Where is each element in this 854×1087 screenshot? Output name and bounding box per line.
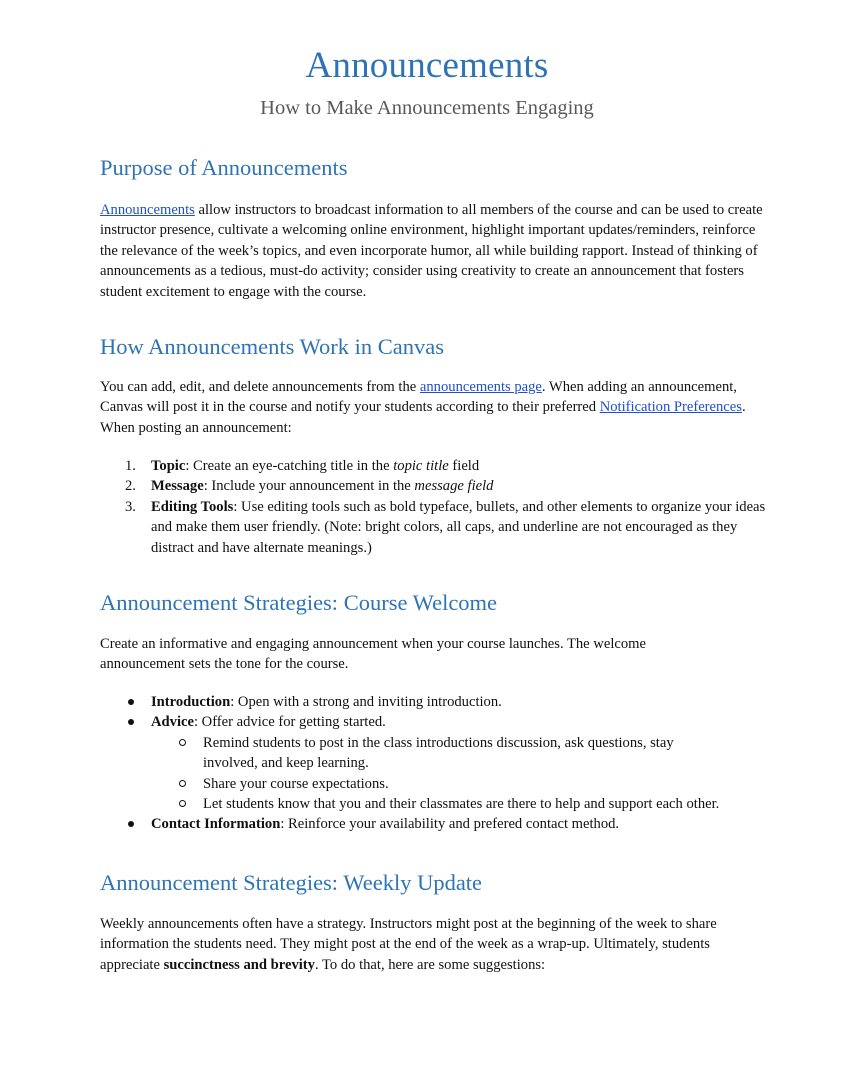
sub-list-item [100,774,770,794]
heading-purpose: Purpose of Announcements [100,155,348,180]
list-item-label: Message [151,478,204,495]
list-number: 3. [125,498,136,515]
list-item-text: : Reinforce your availability and prefered contact method. [280,816,620,833]
list-number: 2. [125,478,136,495]
list-item-label: Topic [151,458,186,474]
sub-list-text: Let students know that you and their classmates are there to help and support each other. [203,796,720,813]
heading-how: How Announcements Work in Canvas [100,334,444,359]
circle-bullet-icon [179,780,186,787]
list-item [100,456,770,476]
sub-list-item [100,733,713,774]
list-item-text: : Offer advice for getting started. [193,714,386,731]
list-number: 1. [125,458,136,474]
sub-list-text: Share your course expectations. [203,775,389,792]
how-text-2: . When adding an announcement, Canvas will post it in the course and notify your students according to their preferred [100,379,737,416]
weekly-bold-text: succinctness and brevity [163,956,315,973]
purpose-paragraph [100,200,772,302]
list-item-emphasis: topic title [393,458,449,474]
weekly-text-2: . To do that, here are some suggestions: [314,956,546,973]
welcome-bullet-list [100,692,770,835]
bullet-icon [128,719,134,725]
how-text-3: . When posting an announcement: [100,399,746,436]
purpose-text: allow instructors to broadcast information to all members of the course and can be used to create instructor presence, cultivate a welcoming online environment, highlight important updates/reminders, reinforce the relevance of the week’s topics, and even incorporate humor, all while building rapport. Instead of thinking of announcements as a tedious, must-do activity; consider using creativity to create an announcement that fosters student excitement to engage with the course. [100,202,763,300]
list-item-text: : Use editing tools such as bold typeface, bullets, and other elements to organize your ideas and make them user friendly. (Note: bright colors, all caps, and underline are not encouraged as they distract and have alternate meanings.) [151,498,766,556]
list-item [100,476,770,496]
posting-steps-list [100,456,770,558]
list-item-emphasis: message field [414,478,494,495]
page-title: Announcements [305,45,549,86]
list-item-label: Advice [151,714,194,731]
weekly-text-1: Weekly announcements often have a strategy. Instructors might post at the beginning of the week to share information the students need. They might post at the end of the week as a wrap-up. Ultimately, students appreciate [100,916,717,973]
sub-list-text: Remind students to post in the class introductions discussion, ask questions, stay involved, and keep learning. [203,734,674,772]
list-item [100,497,770,558]
list-item [100,814,770,834]
how-paragraph [100,377,772,438]
list-item-text: : Include your announcement in the [203,478,415,495]
circle-bullet-icon [179,739,186,746]
list-item-text: : Open with a strong and inviting introduction. [230,694,502,710]
welcome-text: Create an informative and engaging announcement when your course launches. The welcome announcement sets the tone for the course. [100,636,646,673]
list-item-label: Introduction [151,694,231,710]
notification-preferences-link[interactable]: Notification Preferences [599,399,742,416]
page-subtitle: How to Make Announcements Engaging [260,97,594,119]
list-item [100,712,770,732]
heading-weekly: Announcement Strategies: Weekly Update [100,870,483,895]
list-item-text-end: field [448,458,480,474]
announcements-link[interactable]: Announcements [100,202,195,218]
list-item [100,692,770,712]
welcome-paragraph [100,634,700,675]
announcements-page-link[interactable]: announcements page [419,379,542,395]
heading-welcome: Announcement Strategies: Course Welcome [100,590,498,615]
weekly-paragraph [100,914,772,975]
list-item-text: : Create an eye-catching title in the [185,458,394,474]
how-text-1: You can add, edit, and delete announcements from the [100,379,420,395]
list-item-label: Contact Information [151,816,281,833]
bullet-icon [128,821,134,827]
sub-list-item [100,794,773,814]
bullet-icon [128,699,134,705]
circle-bullet-icon [179,800,186,807]
list-item-label: Editing Tools [151,498,234,515]
